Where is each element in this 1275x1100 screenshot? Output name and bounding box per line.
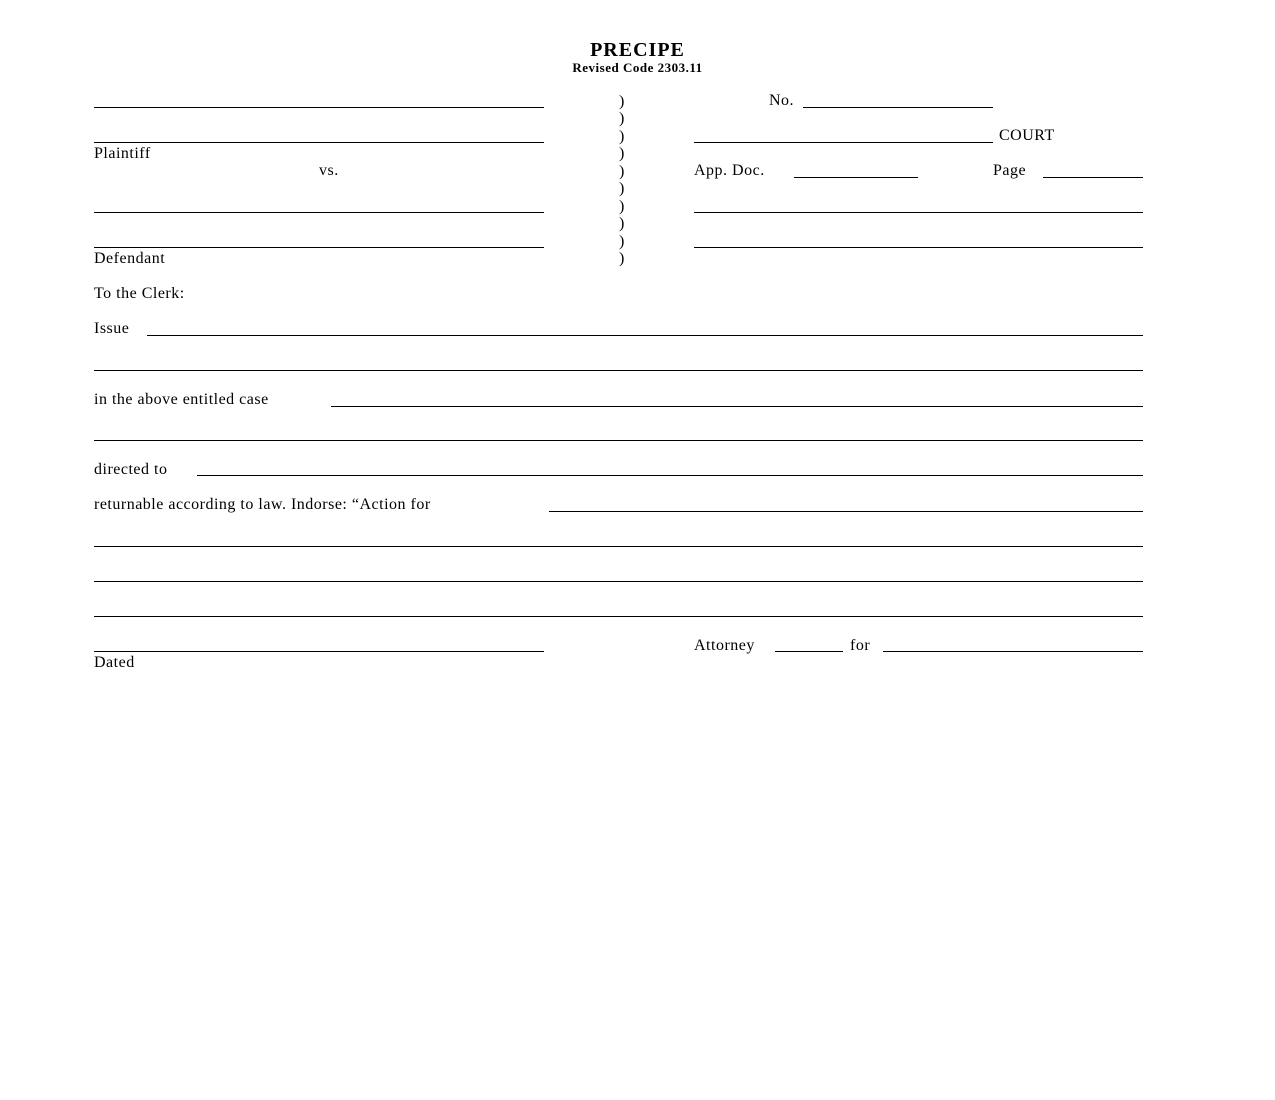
action-continuation-line-2[interactable] (94, 581, 1143, 582)
issue-continuation-line[interactable] (94, 370, 1143, 371)
caption-bracket: ) (619, 163, 625, 180)
salutation: To the Clerk: (94, 285, 185, 302)
case-number-line[interactable] (803, 107, 993, 108)
dated-line[interactable] (94, 651, 544, 652)
defendant-line-1[interactable] (94, 212, 544, 213)
page-label: Page (993, 162, 1027, 179)
caption-bracket: ) (619, 110, 625, 127)
plaintiff-line-1[interactable] (94, 107, 544, 108)
caption-right-line-2[interactable] (694, 247, 1143, 248)
dated-label: Dated (94, 654, 135, 671)
directed-to-line[interactable] (197, 475, 1143, 476)
caption-bracket: ) (619, 180, 625, 197)
defendant-line-2[interactable] (94, 247, 544, 248)
case-continuation-line[interactable] (94, 440, 1143, 441)
attorney-line[interactable] (775, 651, 843, 652)
directed-to-label: directed to (94, 461, 168, 478)
case-number-label: No. (769, 92, 795, 109)
plaintiff-label: Plaintiff (94, 145, 151, 162)
app-doc-line[interactable] (794, 177, 918, 178)
attorney-label: Attorney (694, 637, 755, 654)
court-label: COURT (999, 127, 1055, 144)
caption-bracket: ) (619, 198, 625, 215)
court-name-line[interactable] (694, 142, 993, 143)
action-continuation-line-3[interactable] (94, 616, 1143, 617)
for-label: for (850, 637, 871, 654)
case-label: in the above entitled case (94, 391, 269, 408)
action-for-line[interactable] (549, 511, 1143, 512)
caption-bracket: ) (619, 215, 625, 232)
attorney-for-line[interactable] (883, 651, 1143, 652)
caption-bracket: ) (619, 250, 625, 267)
caption-bracket: ) (619, 128, 625, 145)
defendant-label: Defendant (94, 250, 166, 267)
vs-label: vs. (319, 162, 339, 179)
caption-bracket: ) (619, 93, 625, 110)
caption-bracket: ) (619, 145, 625, 162)
issue-line[interactable] (147, 335, 1143, 336)
action-continuation-line-1[interactable] (94, 546, 1143, 547)
returnable-label: returnable according to law. Indorse: “Action for (94, 496, 431, 513)
issue-label: Issue (94, 320, 130, 337)
caption-right-line-1[interactable] (694, 212, 1143, 213)
plaintiff-line-2[interactable] (94, 142, 544, 143)
form-subtitle: Revised Code 2303.11 (572, 60, 703, 75)
page-line[interactable] (1043, 177, 1143, 178)
caption-bracket: ) (619, 233, 625, 250)
app-doc-label: App. Doc. (694, 162, 765, 179)
case-line[interactable] (331, 406, 1143, 407)
form-title: PRECIPE (590, 39, 685, 61)
